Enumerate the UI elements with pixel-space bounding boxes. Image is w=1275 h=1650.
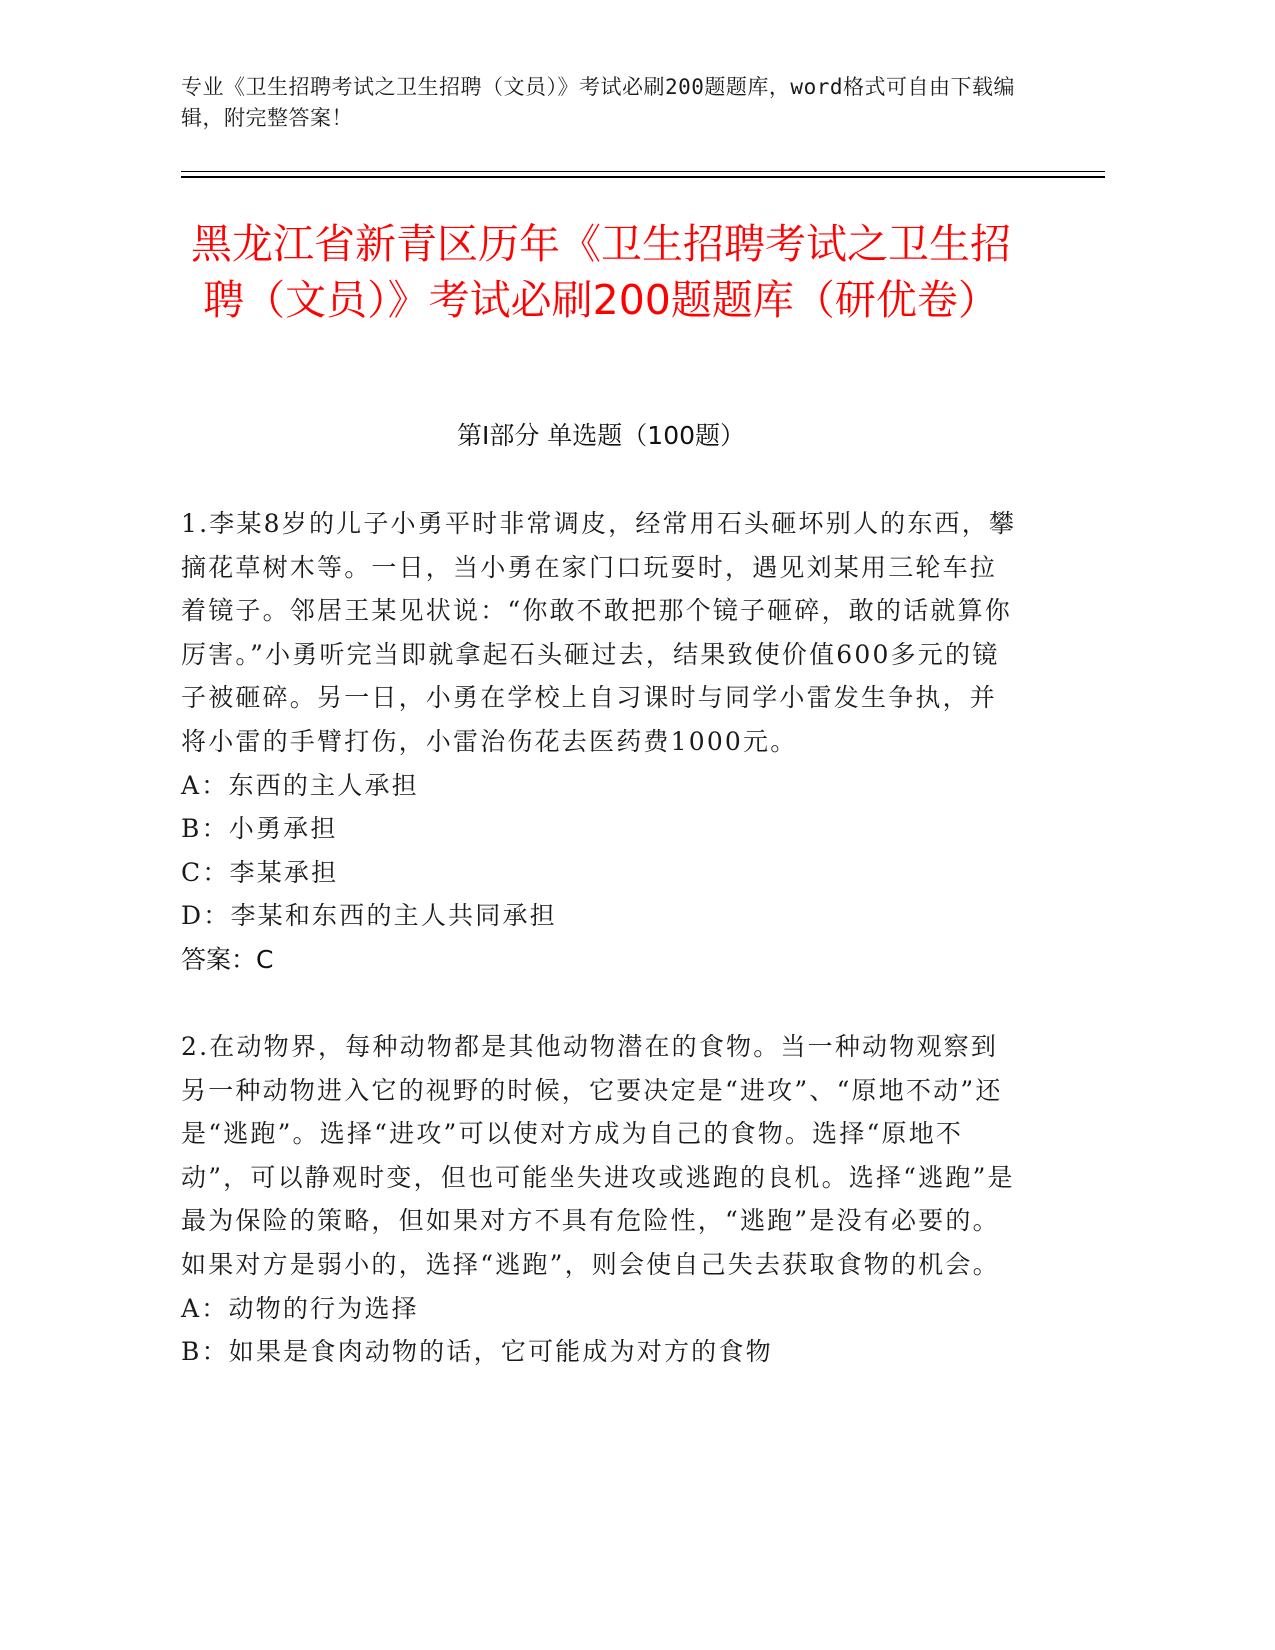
document-title: 黑龙江省新青区历年《卫生招聘考试之卫生招聘（文员）》考试必刷200题题库（研优卷） xyxy=(191,220,1011,324)
header-divider-thin xyxy=(181,171,1105,172)
question-stem: 2.在动物界，每种动物都是其他动物潜在的食物。当一种动物观察到另一种动物进入它的视野的时候，它要决定是“进攻”、“原地不动”还是“逃跑”。选择“进攻”可以使对方成为自己的食物。选择“原地不动”，可以静观时变，但也可能坐失进攻或逃跑的良机。选择“逃跑”是最为保险的策略，但如果对方不具有危险性，“逃跑”是没有必要的。如果对方是弱小的，选择“逃跑”，则会使自己失去获取食物的机会。 xyxy=(181,1032,1015,1279)
section-heading: 第Ⅰ部分 单选题（100题） xyxy=(456,421,746,450)
header-divider-thick xyxy=(181,176,1105,178)
option-a: A：动物的行为选择 xyxy=(181,1293,419,1323)
option-a: A：东西的主人承担 xyxy=(181,770,419,800)
question-2 xyxy=(181,1025,1021,1374)
option-d: D：李某和东西的主人共同承担 xyxy=(181,901,557,931)
option-b: B：小勇承担 xyxy=(181,814,338,844)
header-note: 专业《卫生招聘考试之卫生招聘（文员）》考试必刷200题题库，word格式可自由下载编辑，附完整答案！ xyxy=(181,75,1015,130)
option-b: B：如果是食肉动物的话，它可能成为对方的食物 xyxy=(181,1337,773,1367)
answer-line: 答案：C xyxy=(181,944,274,974)
option-c: C：李某承担 xyxy=(181,857,339,887)
question-1 xyxy=(181,502,1021,982)
question-stem: 1.李某8岁的儿子小勇平时非常调皮，经常用石头砸坏别人的东西，攀摘花草树木等。一日，当小勇在家门口玩耍时，遇见刘某用三轮车拉着镜子。邻居王某见状说：“你敢不敢把那个镜子砸碎，敢的话就算你厉害。”小勇听完当即就拿起石头砸过去，结果致使价值600多元的镜子被砸碎。另一日，小勇在学校上自习课时与同学小雷发生争执，并将小雷的手臂打伤，小雷治伤花去医药费1000元。 xyxy=(181,509,1017,756)
